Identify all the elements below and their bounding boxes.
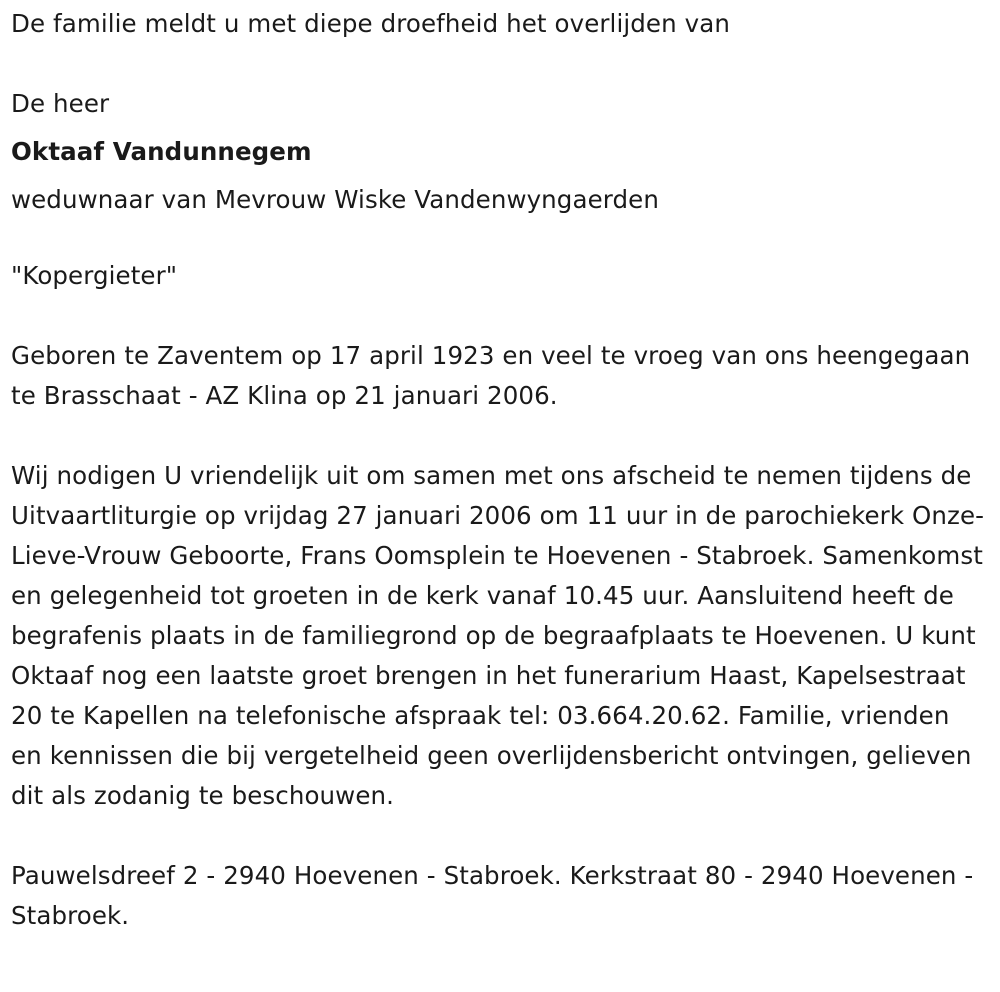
birth-death-text: Geboren te Zaventem op 17 april 1923 en veel te vroeg van ons heengegaan te Brasschaat - AZ Klina op 21 januari 2006.	[11, 341, 971, 410]
deceased-name: Oktaaf Vandunnegem	[11, 137, 312, 166]
intro-text: De familie meldt u met diepe droefheid het overlijden van	[11, 9, 730, 38]
relation-text: weduwnaar van Mevrouw Wiske Vandenwyngaerden	[11, 185, 659, 214]
addresses-text: Pauwelsdreef 2 - 2940 Hoevenen - Stabroek. Kerkstraat 80 - 2940 Hoevenen - Stabroek.	[11, 861, 974, 930]
death-notice	[11, 4, 986, 936]
salutation: De heer	[11, 89, 110, 118]
invitation-text: Wij nodigen U vriendelijk uit om samen met ons afscheid te nemen tijdens de Uitvaartliturgie op vrijdag 27 januari 2006 om 11 uur in de parochiekerk Onze-Lieve-Vrouw Geboorte, Frans Oomsplein te Hoevenen - Stabroek. Samenkomst en gelegenheid tot groeten in de kerk vanaf 10.45 uur. Aansluitend heeft de begrafenis plaats in de familiegrond op de begraafplaats te Hoevenen. U kunt Oktaaf nog een laatste groet brengen in het funerarium Haast, Kapelsestraat 20 te Kapellen na telefonische afspraak tel: 03.664.20.62. Familie, vrienden en kennissen die bij vergetelheid geen overlijdensbericht ontvingen, gelieven dit als zodanig te beschouwen.	[11, 461, 985, 810]
nickname: "Kopergieter"	[11, 261, 178, 290]
